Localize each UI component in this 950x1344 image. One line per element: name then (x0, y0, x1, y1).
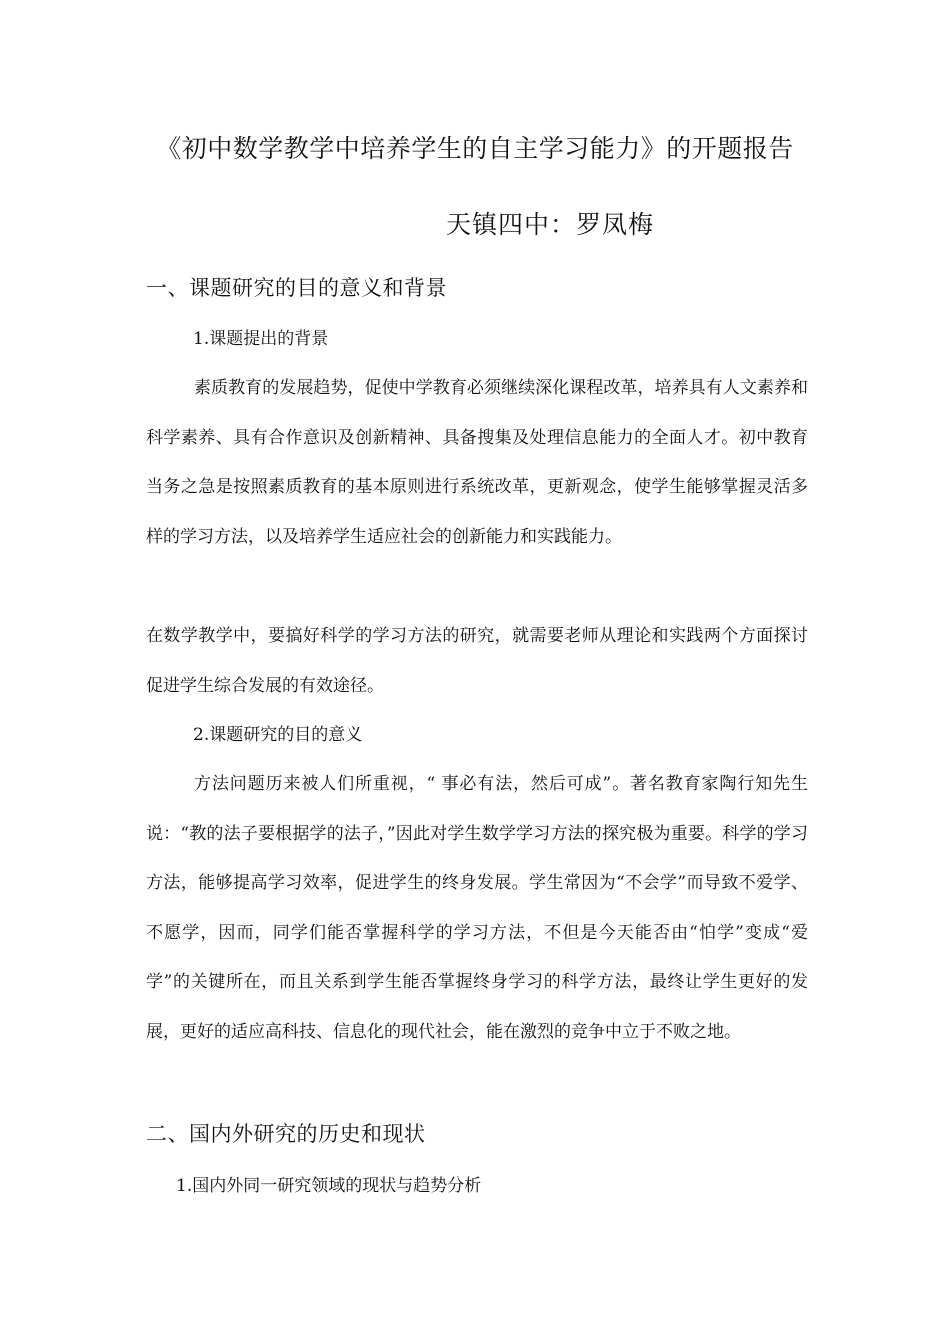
subsection-heading-2-1: 1.国内外同一研究领域的现状与趋势分析 (176, 1176, 482, 1196)
paragraph-math-teaching: 在数学教学中，要搞好科学的学习方法的研究，就需要老师从理论和实践两个方面探讨促进学生综合发展的有效途径。 (146, 626, 808, 696)
subsection-heading-1-1: 1.课题提出的背景 (193, 329, 329, 349)
subsection-heading-1-2: 2.课题研究的目的意义 (193, 725, 363, 745)
section-heading-2: 二、国内外研究的历史和现状 (146, 1122, 426, 1146)
paragraph-background: 素质教育的发展趋势，促使中学教育必须继续深化课程改革，培养具有人文素养和科学素养、具有合作意识及创新精神、具备搜集及处理信息能力的全面人才。初中教育当务之急是按照素质教育的基本原则进行系统改革，更新观念，使学生能够掌握灵活多样的学习方法，以及培养学生适应社会的创新能力和实践能力。 (146, 378, 808, 547)
document-title: 《初中数学教学中培养学生的自主学习能力》的开题报告 (156, 134, 794, 163)
section-heading-1: 一、课题研究的目的意义和背景 (146, 276, 447, 300)
paragraph-purpose: 方法问题历来被人们所重视，“ 事必有法，然后可成”。著名教育家陶行知先生说：“教的法子要根据学的法子，”因此对学生数学学习方法的探究极为重要。科学的学习方法，能够提高学习效率，促进学生的终身发展。学生常因为“不会学”而导致不爱学、不愿学，因而，同学们能否掌握科学的学习方法，不但是今天能否由“怕学”变成“爱学”的关键所在，而且关系到学生能否掌握终身学习的科学方法，最终让学生更好的发展，更好的适应高科技、信息化的现代社会，能在激烈的竞争中立于不败之地。 (146, 774, 808, 1042)
author-line: 天镇四中：罗凤梅 (446, 210, 655, 239)
